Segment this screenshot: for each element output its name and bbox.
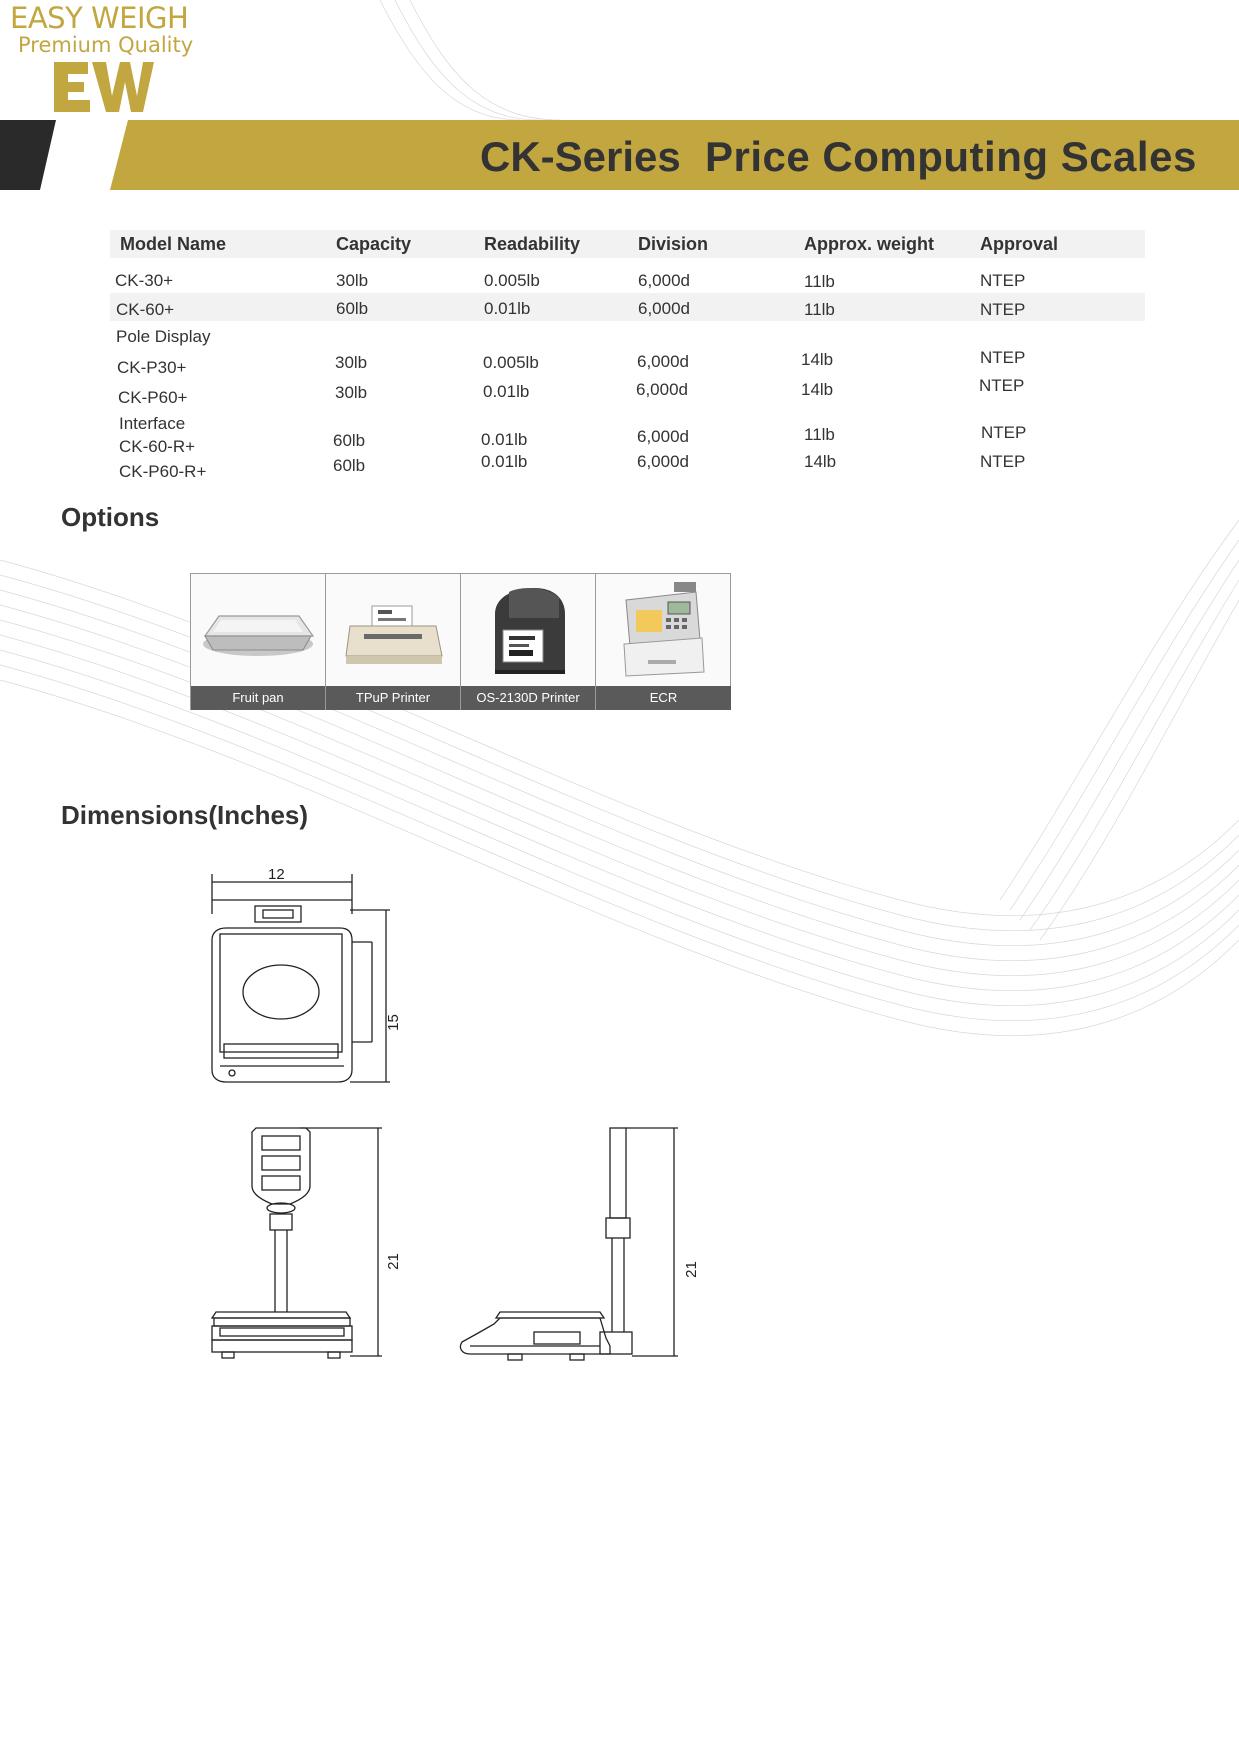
- series-title: CK-Series: [480, 133, 681, 180]
- group-label-interface: Interface: [119, 414, 186, 433]
- cell-model: CK-60-R+: [119, 437, 196, 456]
- cell-capacity: 60lb: [333, 431, 366, 450]
- cell-approval: NTEP: [980, 452, 1026, 471]
- tpup-printer-icon: [326, 574, 460, 686]
- option-tpup-printer: [326, 574, 461, 710]
- brand-tagline: Premium Quality: [18, 33, 194, 57]
- header-approval: Approval: [980, 234, 1059, 254]
- cell-weight: 11lb: [804, 425, 835, 444]
- cell-model: CK-P60-R+: [119, 462, 207, 481]
- cell-capacity: 30lb: [335, 353, 368, 372]
- cell-weight: 14lb: [801, 350, 834, 369]
- cell-readability: 0.005lb: [484, 271, 540, 290]
- top-view-drawing: [200, 870, 400, 1090]
- dimension-height-front-label: 21: [384, 1253, 402, 1270]
- cell-readability: 0.005lb: [483, 353, 539, 372]
- cell-capacity: 30lb: [336, 271, 369, 290]
- cell-division: 6,000d: [637, 452, 689, 471]
- cell-division: 6,000d: [637, 352, 689, 371]
- cell-division: 6,000d: [637, 427, 689, 446]
- product-title: Price Computing Scales: [705, 133, 1197, 180]
- cell-model: CK-60+: [116, 300, 175, 319]
- header-weight: Approx. weight: [804, 234, 934, 254]
- cell-model: CK-30+: [115, 271, 174, 290]
- cell-division: 6,000d: [638, 271, 690, 290]
- cell-division: 6,000d: [638, 299, 690, 318]
- label-printer-icon: [461, 574, 595, 686]
- cell-capacity: 60lb: [333, 456, 366, 475]
- dimension-depth-label: 15: [384, 1014, 402, 1031]
- cell-readability: 0.01lb: [483, 382, 530, 401]
- options-panel: [190, 573, 731, 710]
- cell-approval: NTEP: [980, 348, 1026, 367]
- header-readability: Readability: [484, 234, 581, 254]
- cell-model: CK-P30+: [117, 358, 187, 377]
- dimension-width-label: 12: [268, 866, 285, 883]
- cell-readability: 0.01lb: [484, 299, 531, 318]
- cell-weight: 11lb: [804, 300, 835, 319]
- cell-readability: 0.01lb: [481, 430, 528, 449]
- cell-weight: 14lb: [804, 452, 837, 471]
- header-capacity: Capacity: [336, 234, 412, 254]
- cell-approval: NTEP: [980, 271, 1026, 290]
- dimensions-title: Dimensions(Inches): [61, 800, 309, 830]
- options-title: Options: [61, 502, 160, 532]
- cell-capacity: 30lb: [335, 383, 368, 402]
- cell-approval: NTEP: [980, 300, 1026, 319]
- cell-readability: 0.01lb: [481, 452, 528, 471]
- group-label-pole-display: Pole Display: [116, 327, 211, 346]
- option-label: TPuP Printer: [326, 686, 460, 710]
- cash-register-icon: [596, 574, 730, 686]
- header-model: Model Name: [120, 234, 227, 254]
- option-fruit-pan: [191, 574, 326, 710]
- cell-model: CK-P60+: [118, 388, 188, 407]
- option-label: OS-2130D Printer: [461, 686, 595, 710]
- fruit-pan-icon: [191, 574, 325, 686]
- brand-block: [10, 2, 193, 56]
- option-os2130d-printer: [461, 574, 596, 710]
- cell-approval: NTEP: [981, 423, 1027, 442]
- cell-weight: 11lb: [804, 272, 835, 291]
- option-label: ECR: [596, 686, 731, 710]
- cell-capacity: 60lb: [336, 299, 369, 318]
- front-view-drawing: [200, 1120, 400, 1370]
- option-ecr: [596, 574, 731, 710]
- cell-approval: NTEP: [979, 376, 1025, 395]
- cell-division: 6,000d: [636, 380, 688, 399]
- brand-name: EASY WEIGH: [10, 1, 189, 35]
- cell-weight: 14lb: [801, 380, 834, 399]
- dimension-height-side-label: 21: [682, 1261, 700, 1278]
- header-division: Division: [638, 234, 709, 254]
- side-view-drawing: [450, 1120, 690, 1370]
- option-label: Fruit pan: [191, 686, 325, 710]
- ew-logo-icon: [44, 58, 154, 116]
